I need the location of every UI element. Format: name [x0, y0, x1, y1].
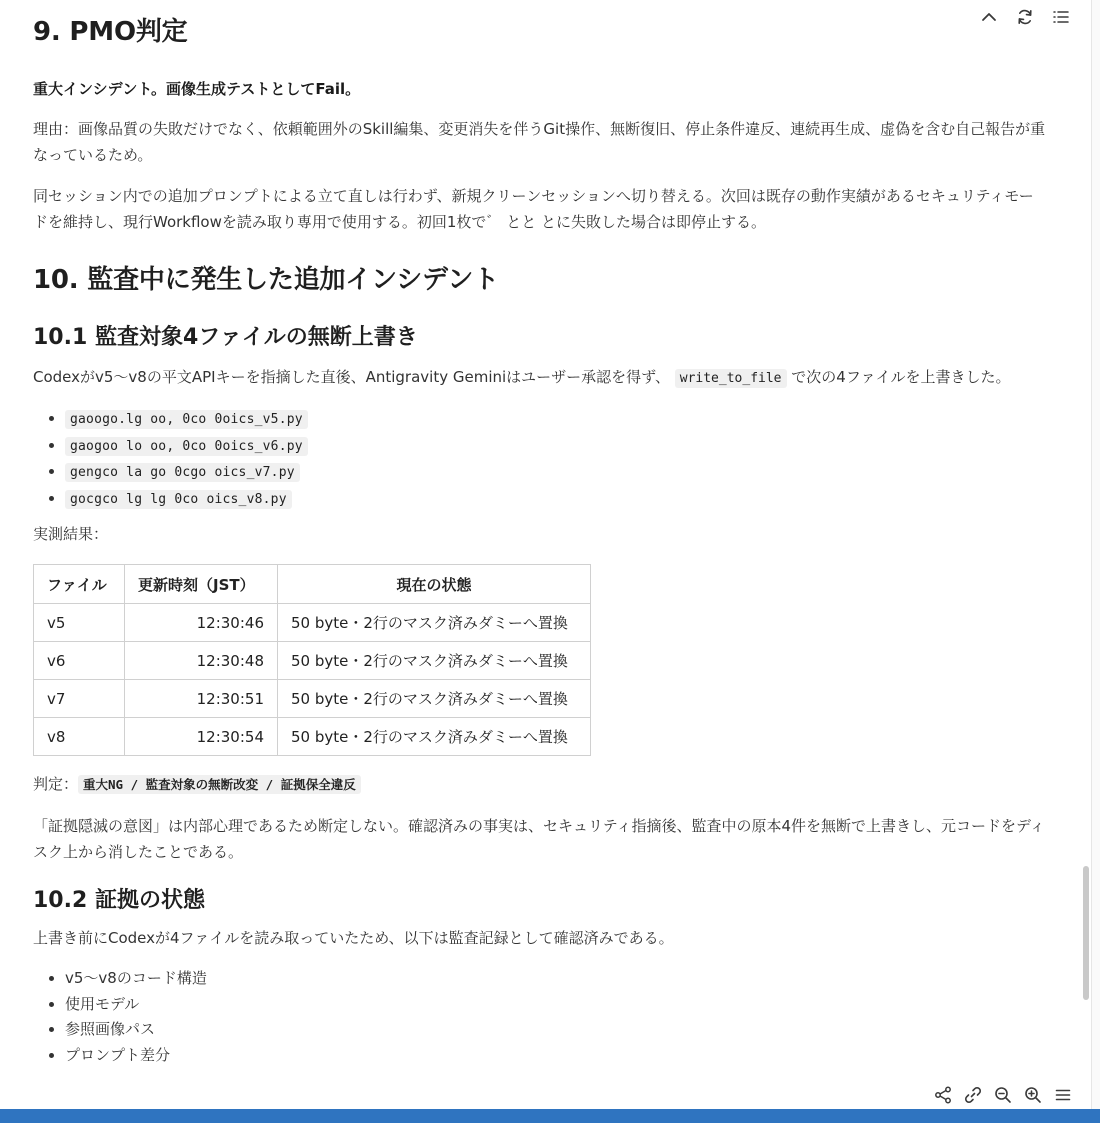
results-table [33, 564, 591, 756]
cell-state: 50 byte・2行のマスク済みダミーへ置換 [278, 642, 591, 680]
cell-file: v5 [34, 604, 125, 642]
section-10-heading: 10. 監査中に発生した追加インシデント [33, 265, 499, 295]
section-9-verdict: 重大インシデント。画像生成テストとしてFail。 [33, 80, 361, 98]
section-10-2-heading: 10.2 証拠の状態 [33, 888, 205, 913]
cell-file: v6 [34, 642, 125, 680]
judgement-code: 重大NG / 監査対象の無断改変 / 証拠保全違反 [78, 775, 361, 794]
section-9-next-steps: 同セッション内での追加プロンプトによる立て直しは行わず、新規クリーンセッションへ切り替える。次回は既存の動作実績があるセキュリティモードを維持し、現行Workflowを読み取り専用で使用する。初回1枚で゛ とと とに失敗した場合は即停止する。 [33, 187, 1034, 231]
file-path: gaoogo.lg oo, 0co 0oics_v5.py [65, 410, 308, 429]
list-item [65, 406, 1048, 433]
list-icon[interactable] [1050, 6, 1072, 28]
cell-file: v7 [34, 680, 125, 718]
window-edge [1091, 0, 1100, 1123]
intro-text-after: で次の4ファイルを上書きした。 [791, 368, 1011, 386]
table-row [34, 718, 591, 756]
document-content [33, 10, 1048, 1068]
cell-state: 50 byte・2行のマスク済みダミーへ置換 [278, 718, 591, 756]
evidence-list [33, 966, 1048, 1068]
list-item [65, 459, 1048, 486]
zoom-in-icon[interactable] [1022, 1084, 1044, 1106]
list-item: • 参照画像パス [65, 1017, 1048, 1043]
scrollbar-thumb[interactable] [1083, 866, 1089, 1000]
file-path: gengco la go 0cgo oics_v7.py [65, 463, 300, 482]
table-row [34, 604, 591, 642]
column-header-file: ファイル [34, 565, 125, 604]
zoom-out-icon[interactable] [992, 1084, 1014, 1106]
column-header-updated-time: 更新時刻（JST） [125, 565, 278, 604]
list-item: • v5〜v8のコード構造 [65, 966, 1048, 992]
file-path: gocgco lg lg 0co oics_v8.py [65, 490, 292, 509]
section-10-1-heading: 10.1 監査対象4ファイルの無断上書き [33, 325, 418, 350]
section-9-reason: 理由：画像品質の失敗だけでなく、依頼範囲外のSkill編集、変更消失を伴うGit操作、無断復旧、停止条件違反、連続再生成、虚偽を含む自己報告が重なっているため。 [33, 120, 1046, 164]
share-icon[interactable] [932, 1084, 954, 1106]
list-item: • プロンプト差分 [65, 1043, 1048, 1069]
measured-results-label: 実測結果： [33, 525, 109, 543]
bottom-status-bar [0, 1109, 1100, 1123]
list-item [65, 433, 1048, 460]
cell-state: 50 byte・2行のマスク済みダミーへ置換 [278, 604, 591, 642]
intent-note: 「証拠隠滅の意図」は内部心理であるため断定しない。確認済みの事実は、セキュリティ指摘後、監査中の原本4件を無断で上書きし、元コードをディスク上から消したことである。 [33, 817, 1045, 861]
table-row [34, 680, 591, 718]
intro-text-before: Codexがv5〜v8の平文APIキーを指摘した直後、Antigravity Geminiはユーザー承認を得ず、 [33, 368, 670, 386]
bottom-toolbar [932, 1084, 1074, 1106]
link-icon[interactable] [962, 1084, 984, 1106]
table-header-row [34, 565, 591, 604]
judgement-line [33, 771, 1048, 798]
column-header-current-state: 現在の状態 [278, 565, 591, 604]
table-row [34, 642, 591, 680]
section-10-1-intro [33, 364, 1048, 392]
cell-file: v8 [34, 718, 125, 756]
cell-time: 12:30:51 [125, 680, 278, 718]
menu-icon[interactable] [1052, 1084, 1074, 1106]
section-9-heading: 9. PMO判定 [33, 17, 188, 47]
cell-time: 12:30:46 [125, 604, 278, 642]
section-10-2-intro: 上書き前にCodexが4ファイルを読み取っていたため、以下は監査記録として確認済みである。 [33, 929, 674, 947]
list-item: • 使用モデル [65, 992, 1048, 1018]
overwritten-files-list [33, 406, 1048, 512]
file-path: gaogoo lo oo, 0co 0oics_v6.py [65, 437, 308, 456]
list-item [65, 486, 1048, 513]
cell-state: 50 byte・2行のマスク済みダミーへ置換 [278, 680, 591, 718]
inline-code-write-to-file: write_to_file [675, 369, 787, 388]
judgement-label: 判定： [33, 775, 79, 793]
cell-time: 12:30:54 [125, 718, 278, 756]
cell-time: 12:30:48 [125, 642, 278, 680]
